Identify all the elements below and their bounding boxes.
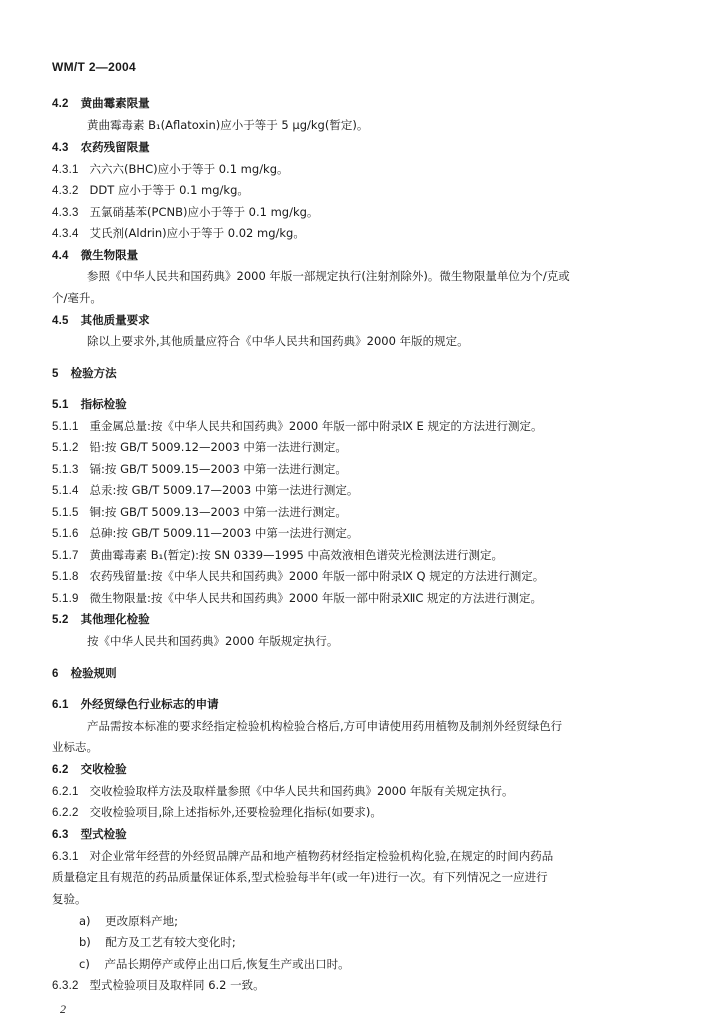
clause-number: 5.1.6: [52, 528, 79, 540]
clause-text: 六六六(BHC)应小于等于 0.1 mg/kg。: [89, 162, 289, 176]
section-title: 外经贸绿色行业标志的申请: [80, 697, 219, 711]
chapter-5-heading: [52, 366, 117, 381]
section-title: 黄曲霉素限量: [80, 96, 150, 110]
clause-4-3-2: [52, 183, 249, 198]
section-4-5-body: 除以上要求外,其他质量应符合《中华人民共和国药典》2000 年版的规定。: [87, 334, 469, 348]
clause-number: 4.3.2: [52, 185, 79, 197]
clause-5-1-8: [52, 569, 544, 584]
clause-number: 6.2.2: [52, 807, 79, 819]
clause-4-3-1: [52, 162, 289, 177]
clause-text: 交收检验取样方法及取样量参照《中华人民共和国药典》2000 年版有关规定执行。: [89, 784, 514, 798]
section-4-4-body-line2: 个/毫升。: [52, 291, 102, 305]
page-number: 2: [60, 1002, 66, 1016]
clause-text: 黄曲霉毒素 B₁(暂定):按 SN 0339—1995 中高效液相色谱荧光检测法进行测定。: [89, 548, 503, 562]
clause-6-3-1-line2: 质量稳定且有规范的药品质量保证体系,型式检验每半年(或一年)进行一次。有下列情况之一应进行: [52, 870, 548, 884]
clause-number: 5.1.8: [52, 571, 79, 583]
clause-6-2-1: [52, 784, 513, 799]
clause-number: 5.1.9: [52, 593, 79, 605]
clause-text: 总砷:按 GB/T 5009.11—2003 中第一法进行测定。: [89, 526, 359, 540]
clause-number: 5.1.1: [52, 421, 79, 433]
list-marker: b): [79, 935, 91, 949]
section-4-4-body-line1: 参照《中华人民共和国药典》2000 年版一部规定执行(注射剂除外)。微生物限量单位为个/克或: [87, 269, 570, 283]
clause-text: 对企业常年经营的外经贸品牌产品和地产植物药材经指定检验机构化验,在规定的时间内药品: [89, 849, 554, 863]
clause-number: 5.1.3: [52, 464, 79, 476]
clause-text: 农药残留量:按《中华人民共和国药典》2000 年版一部中附录Ⅸ Q 规定的方法进行测定。: [89, 569, 545, 583]
clause-number: 6.2.1: [52, 786, 79, 798]
clause-text: 交收检验项目,除上述指标外,还要检验理化指标(如要求)。: [89, 805, 382, 819]
section-6-2-heading: [52, 762, 127, 777]
clause-text: 型式检验项目及取样同 6.2 一致。: [89, 978, 265, 992]
clause-text: 重金属总量:按《中华人民共和国药典》2000 年版一部中附录Ⅸ E 规定的方法进行测定。: [89, 419, 543, 433]
section-number: 4.5: [52, 315, 69, 327]
chapter-title: 检验方法: [70, 366, 117, 380]
list-item: [79, 957, 350, 971]
clause-5-1-3: [52, 462, 347, 477]
clause-6-2-2: [52, 805, 382, 820]
section-4-4-heading: [52, 248, 138, 263]
section-4-5-heading: [52, 313, 150, 328]
list-text: 配方及工艺有较大变化时;: [105, 935, 236, 949]
section-5-2-heading: [52, 612, 150, 627]
section-number: 4.2: [52, 98, 69, 110]
clause-text: DDT 应小于等于 0.1 mg/kg。: [89, 183, 249, 197]
clause-text: 镉:按 GB/T 5009.15—2003 中第一法进行测定。: [89, 462, 347, 476]
clause-number: 5.1.7: [52, 550, 79, 562]
section-number: 6.2: [52, 764, 69, 776]
section-6-1-heading: [52, 697, 219, 712]
clause-5-1-1: [52, 419, 542, 434]
clause-6-3-2: [52, 978, 265, 993]
clause-text: 总汞:按 GB/T 5009.17—2003 中第一法进行测定。: [89, 483, 359, 497]
clause-text: 微生物限量:按《中华人民共和国药典》2000 年版一部中附录ⅫC 规定的方法进行测定。: [89, 591, 543, 605]
chapter-title: 检验规则: [70, 666, 117, 680]
list-marker: c): [79, 957, 90, 971]
section-title: 其他质量要求: [80, 313, 150, 327]
clause-5-1-6: [52, 526, 358, 541]
section-title: 农药残留限量: [80, 140, 150, 154]
section-title: 型式检验: [80, 827, 127, 841]
clause-5-1-9: [52, 591, 542, 606]
clause-5-1-4: [52, 483, 358, 498]
section-number: 5.1: [52, 399, 69, 411]
section-4-2-heading: [52, 96, 150, 111]
section-title: 微生物限量: [80, 248, 139, 262]
clause-number: 4.3.4: [52, 228, 79, 240]
section-4-3-heading: [52, 140, 150, 155]
list-text: 更改原料产地;: [105, 914, 179, 928]
section-6-1-body-line1: 产品需按本标准的要求经指定检验机构检验合格后,方可申请使用药用植物及制剂外经贸绿色行: [87, 719, 563, 733]
section-number: 5.2: [52, 614, 69, 626]
section-number: 4.3: [52, 142, 69, 154]
clause-number: 5.1.2: [52, 442, 79, 454]
clause-5-1-5: [52, 505, 347, 520]
clause-number: 4.3.3: [52, 207, 79, 219]
section-title: 交收检验: [80, 762, 127, 776]
chapter-6-heading: [52, 666, 117, 681]
section-4-2-body: 黄曲霉毒素 B₁(Aflatoxin)应小于等于 5 μg/kg(暂定)。: [87, 118, 369, 132]
clause-6-3-1-line1: [52, 849, 553, 864]
section-number: 4.4: [52, 250, 69, 262]
list-item: [79, 914, 178, 928]
clause-text: 五氯硝基苯(PCNB)应小于等于 0.1 mg/kg。: [89, 205, 319, 219]
clause-text: 铅:按 GB/T 5009.12—2003 中第一法进行测定。: [89, 440, 347, 454]
clause-number: 5.1.4: [52, 485, 79, 497]
clause-number: 6.3.2: [52, 980, 79, 992]
clause-text: 铜:按 GB/T 5009.13—2003 中第一法进行测定。: [89, 505, 347, 519]
clause-text: 艾氏剂(Aldrin)应小于等于 0.02 mg/kg。: [89, 226, 305, 240]
clause-number: 4.3.1: [52, 164, 79, 176]
list-item: [79, 935, 236, 949]
standard-code: WM/T 2—2004: [52, 60, 136, 74]
clause-4-3-4: [52, 226, 305, 241]
chapter-number: 6: [52, 668, 59, 680]
clause-4-3-3: [52, 205, 318, 220]
section-6-3-heading: [52, 827, 127, 842]
clause-5-1-7: [52, 548, 503, 563]
section-title: 指标检验: [80, 397, 127, 411]
section-5-2-body: 按《中华人民共和国药典》2000 年版规定执行。: [87, 634, 339, 648]
section-number: 6.3: [52, 829, 69, 841]
chapter-number: 5: [52, 368, 59, 380]
section-6-1-body-line2: 业标志。: [52, 740, 98, 754]
clause-number: 6.3.1: [52, 851, 79, 863]
section-5-1-heading: [52, 397, 127, 412]
clause-number: 5.1.5: [52, 507, 79, 519]
clause-5-1-2: [52, 440, 347, 455]
section-title: 其他理化检验: [80, 612, 150, 626]
list-marker: a): [79, 914, 91, 928]
section-number: 6.1: [52, 699, 69, 711]
clause-6-3-1-line3: 复验。: [52, 892, 87, 906]
list-text: 产品长期停产或停止出口后,恢复生产或出口时。: [104, 957, 350, 971]
